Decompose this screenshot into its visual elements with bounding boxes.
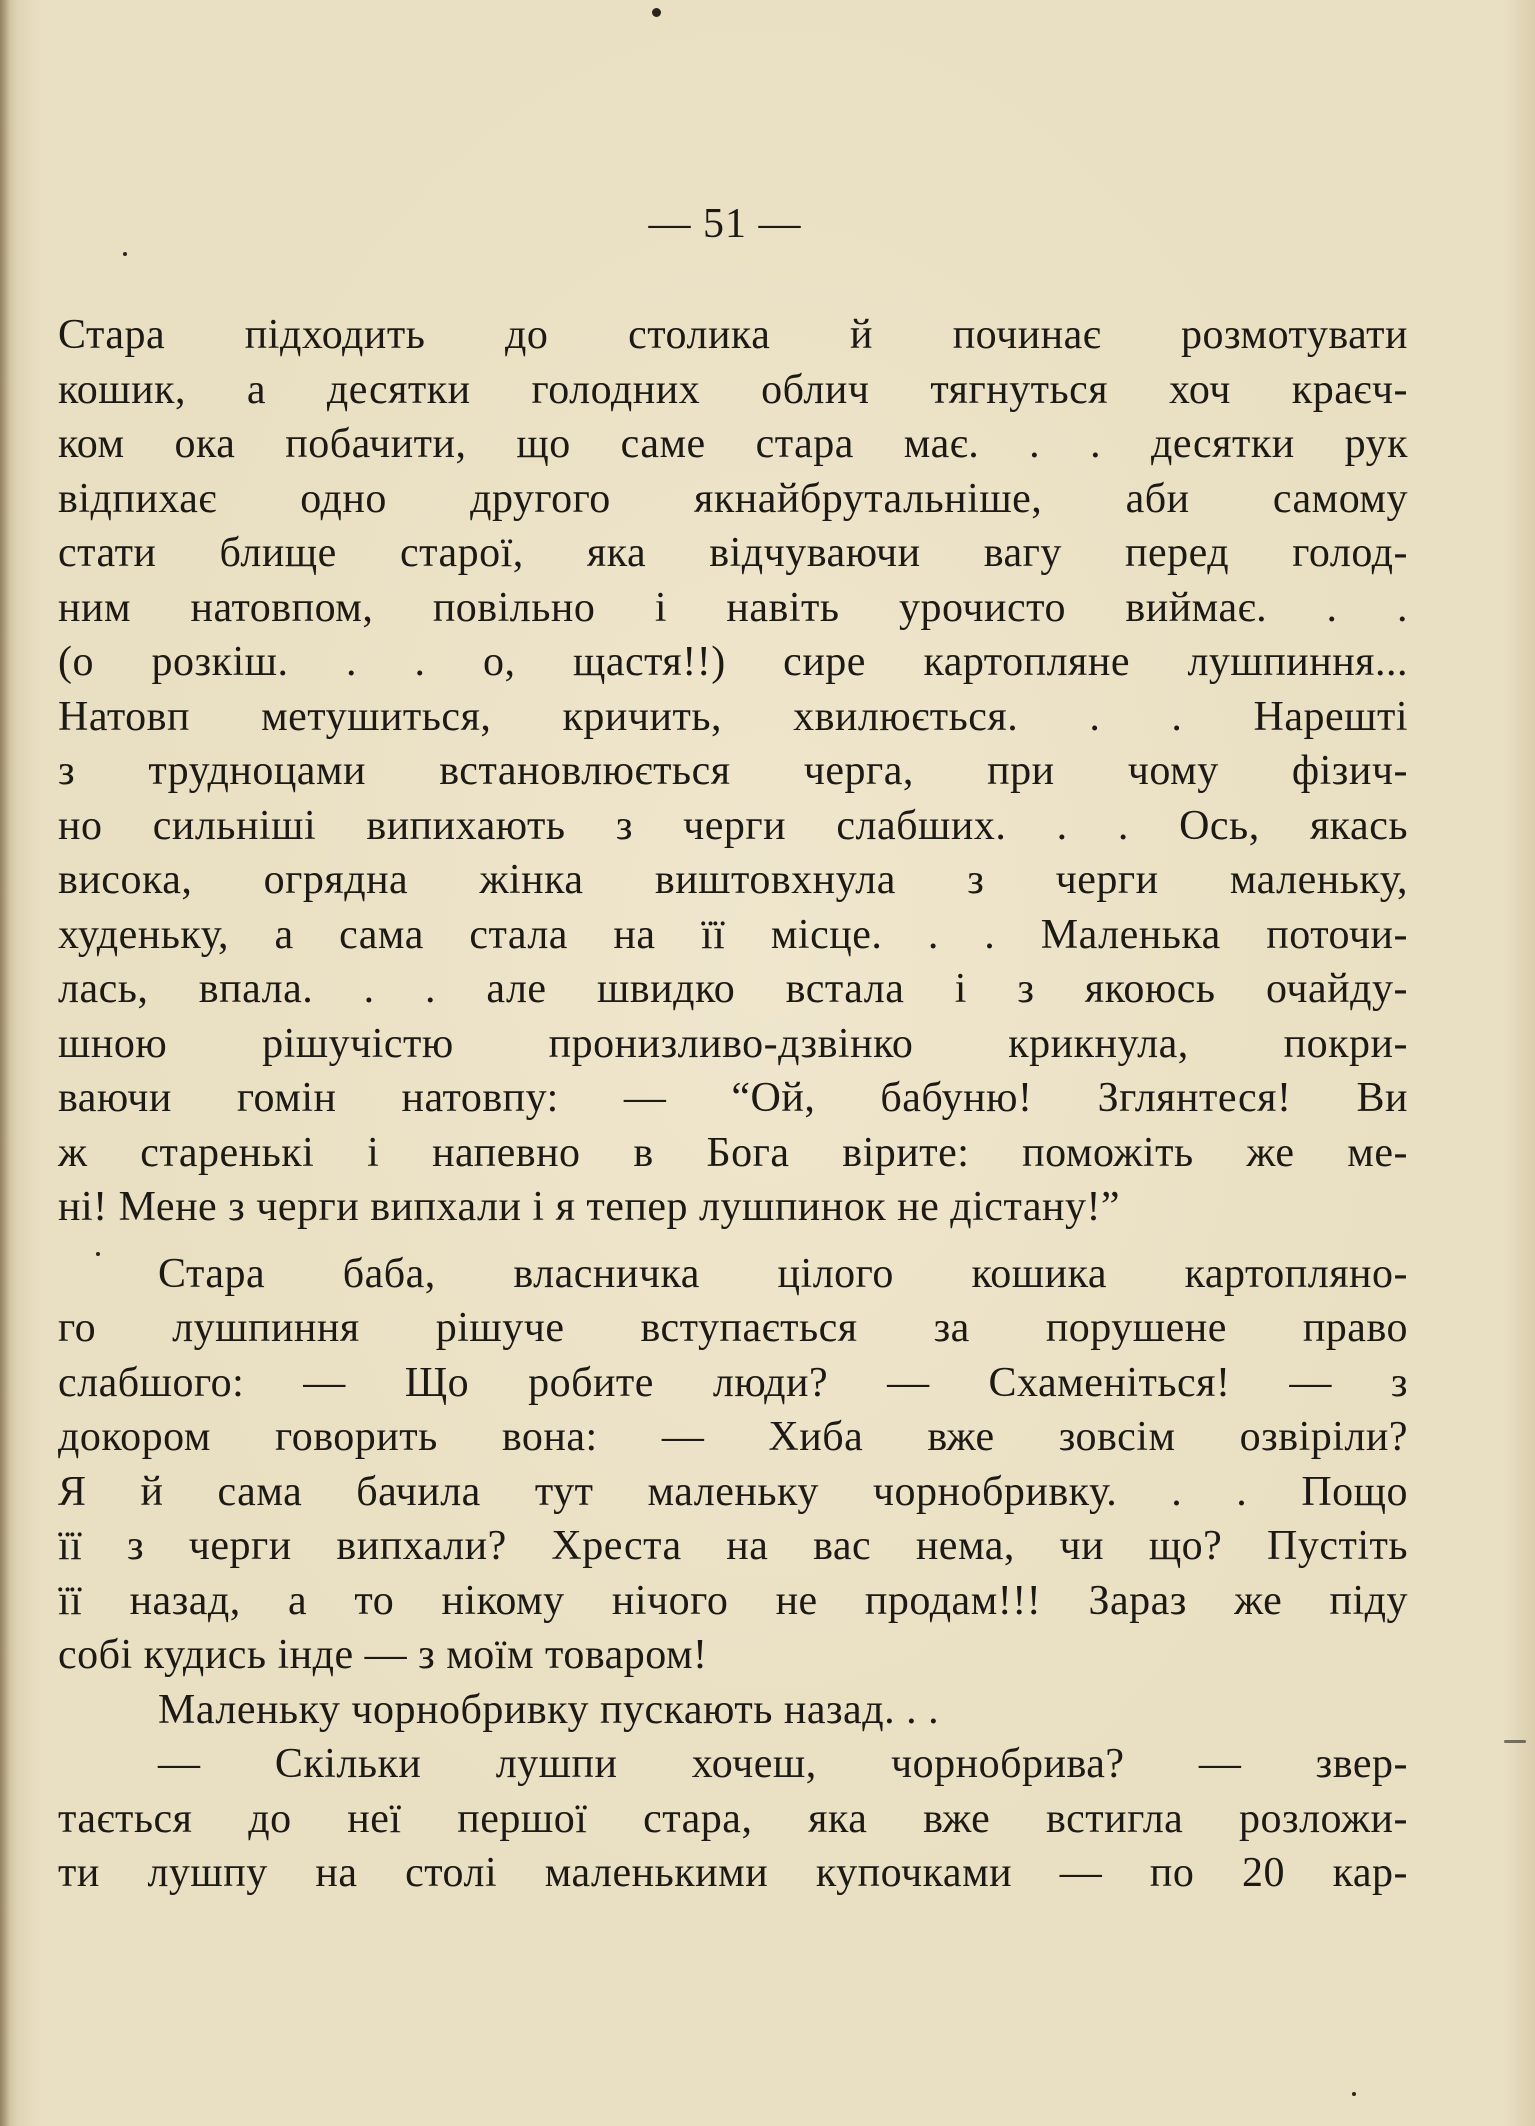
text-line: Стара підходить до столика й починає розмотувати	[58, 312, 1408, 358]
text-line: собі кудись інде — з моїм товаром!	[58, 1632, 708, 1678]
text-line: висока, огрядна жінка виштовхнула з черги маленьку,	[58, 857, 1408, 903]
text-line: стати блище старої, яка відчуваючи вагу перед голод-	[58, 530, 1408, 576]
text-line: тається до неї першої стара, яка вже встигла розложи-	[58, 1795, 1408, 1842]
text-line: Маленьку чорнобривку пускають назад. . .	[158, 1686, 940, 1733]
text-line: го лушпиння рішуче вступається за порушене право	[58, 1305, 1408, 1351]
paragraph	[58, 1683, 1408, 1738]
ink-speck	[1504, 1740, 1526, 1743]
text-line: Стара баба, власничка цілого кошика картопляно-	[158, 1250, 1408, 1297]
ink-speck	[652, 8, 661, 17]
text-line: лась, впала. . . але швидко встала і з якоюсь очайду-	[58, 966, 1408, 1012]
text-line: її з черги випхали? Хреста на вас нема, чи що? Пустіть	[58, 1523, 1408, 1569]
text-line: ним натовпом, повільно і навіть урочисто виймає. . .	[58, 584, 1408, 631]
text-line: слабшого: — Що робите люди? — Схаменіться! — з	[58, 1359, 1408, 1406]
text-line: ваючи гомін натовпу: — “Ой, бабуню! Зглянтеся! Ви	[58, 1075, 1408, 1121]
paragraph	[58, 1247, 1408, 1683]
text-line: кошик, а десятки голодних облич тягнуться хоч краєч-	[58, 366, 1408, 413]
text-line: ком ока побачити, що саме стара має. . . десятки рук	[58, 421, 1408, 467]
text-line: з трудноцами встановлюється черга, при чому фізич-	[58, 748, 1408, 794]
text-line: но сильніші випихають з черги слабших. . . Ось, якась	[58, 802, 1408, 849]
text-line: докором говорить вона: — Хиба вже зовсім озвіріли?	[58, 1414, 1408, 1460]
ink-speck	[123, 252, 127, 256]
text-line: ти лушпу на столі маленькими купочками — по 20 кар-	[58, 1850, 1408, 1896]
text-line: відпихає одно другого якнайбрутальніше, аби самому	[58, 475, 1408, 522]
ink-speck	[1352, 2092, 1356, 2096]
paragraph-gap	[58, 1235, 1408, 1247]
text-line: (о розкіш. . . о, щастя!!) сире картопляне лушпиння...	[58, 639, 1408, 685]
page-number: — 51 —	[648, 201, 802, 247]
body-text	[58, 308, 1408, 1901]
text-line: худеньку, а сама стала на її місце. . . Маленька поточи-	[58, 911, 1408, 958]
text-line: шною рішучістю пронизливо-дзвінко крикнула, покри-	[58, 1020, 1408, 1067]
text-line: її назад, а то нікому нічого не продам!!! Зараз же піду	[58, 1577, 1408, 1624]
paragraph	[58, 1737, 1408, 1901]
text-line: ні! Мене з черги випхали і я тепер лушпинок не дістану!”	[58, 1184, 1121, 1230]
text-line: Я й сама бачила тут маленьку чорнобривку. . . Пощо	[58, 1468, 1408, 1515]
text-line: — Скільки лушпи хочеш, чорнобрива? — звер-	[158, 1741, 1408, 1787]
page-binding-shadow	[0, 0, 10, 2126]
text-line: ж старенькі і напевно в Бога вірите: поможіть же ме-	[58, 1129, 1408, 1176]
paragraph	[58, 308, 1408, 1235]
text-line: Натовп метушиться, кричить, хвилюється. . . Нарешті	[58, 693, 1408, 740]
